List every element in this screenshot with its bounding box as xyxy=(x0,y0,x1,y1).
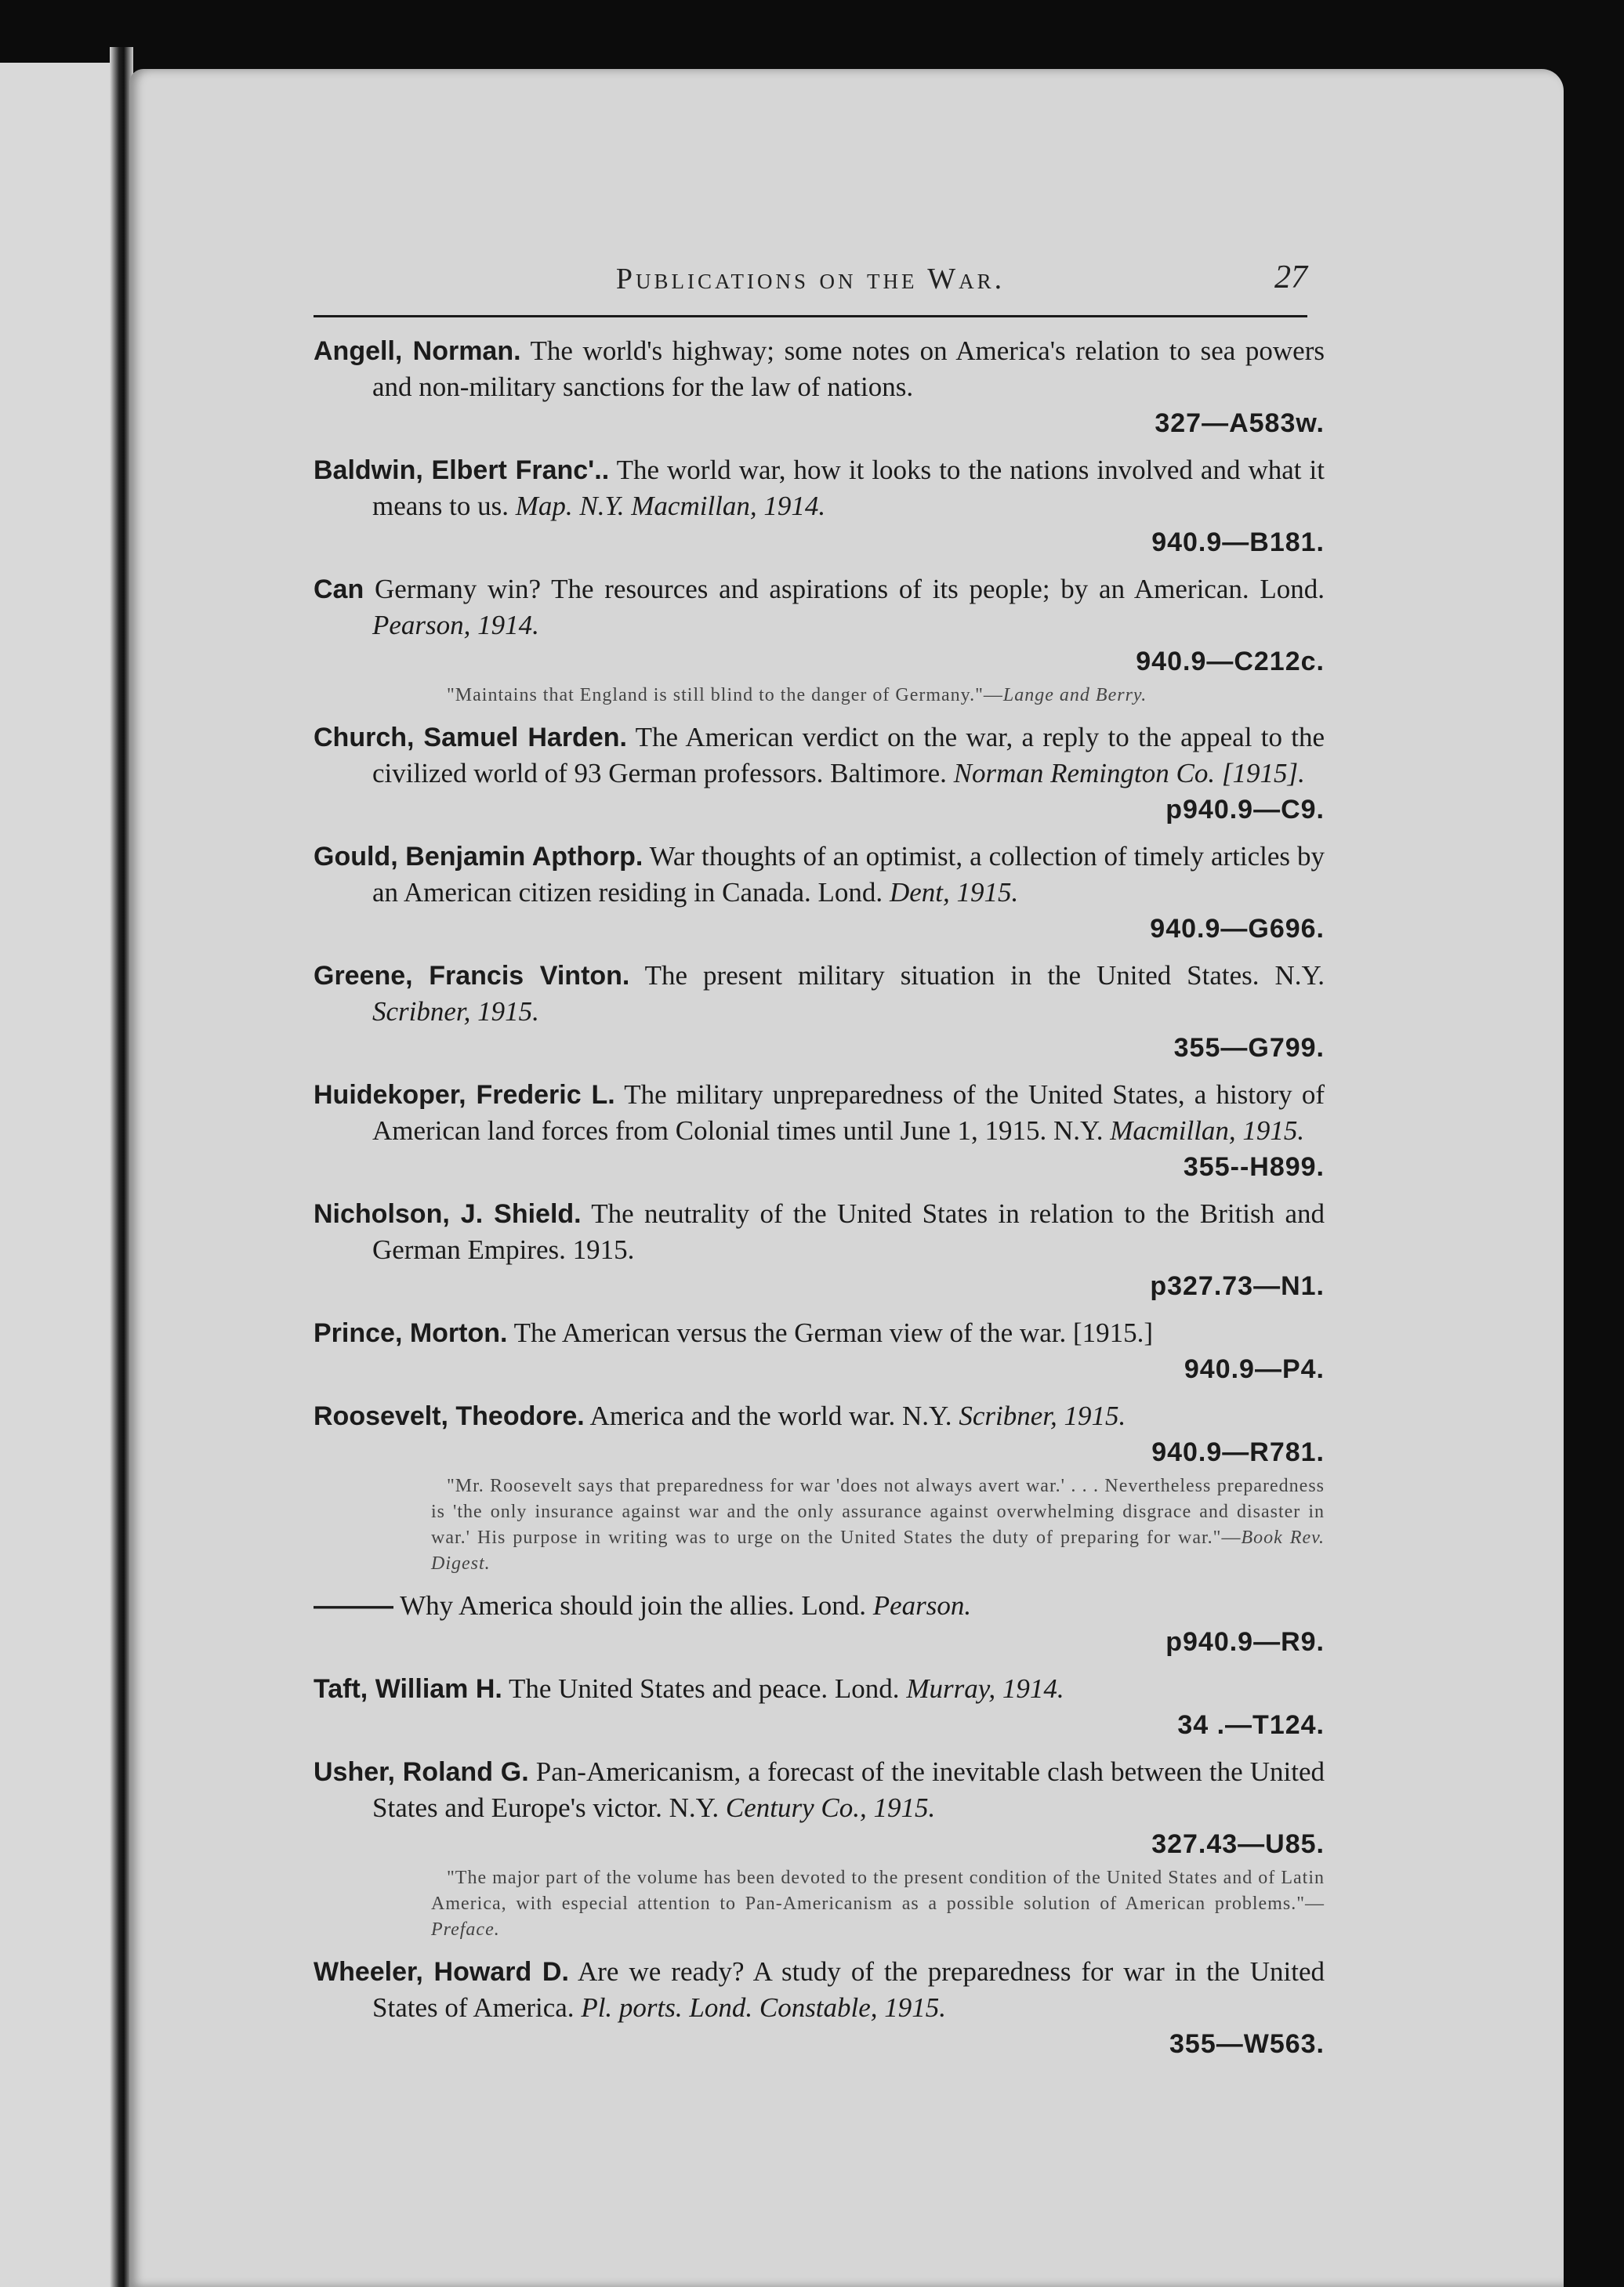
entry-title: The world war, how it looks to the nations involved and what it means to us. xyxy=(372,455,1325,521)
entry-call-number: p327.73—N1. xyxy=(1150,1271,1325,1301)
entry-imprint: Dent, 1915. xyxy=(889,877,1019,908)
bibliography-entry xyxy=(314,719,1325,828)
entry-author: Church, Samuel Harden. xyxy=(314,723,627,752)
entry-imprint: Map. N.Y. Macmillan, 1914. xyxy=(515,491,826,521)
entry-title: The United States and peace. Lond. xyxy=(502,1673,907,1704)
entry-call-number: 940.9—B181. xyxy=(1151,527,1325,557)
entry-call-number: p940.9—C9. xyxy=(1165,795,1325,825)
entry-call-number: 355--H899. xyxy=(1183,1152,1325,1182)
annotation-text: "Maintains that England is still blind to the danger of Germany."— xyxy=(447,685,1003,705)
entry-imprint: Pearson. xyxy=(872,1590,972,1621)
bibliography-entry xyxy=(314,1077,1325,1185)
entry-title: Are we ready? A study of the preparedness for war in the United States of America. xyxy=(372,1956,1325,2023)
entry-title: The American verdict on the war, a reply to the appeal to the civilized world of 93 German professors. Baltimore. xyxy=(372,722,1325,788)
entry-call-number: 940.9—C212c. xyxy=(1136,647,1325,676)
entry-title: The neutrality of the United States in relation to the British and German Empires. 1915. xyxy=(372,1198,1325,1265)
entry-author: Roosevelt, Theodore. xyxy=(314,1401,585,1431)
bibliography-entry xyxy=(314,571,1325,709)
entry-title: America and the world war. N.Y. xyxy=(584,1401,959,1431)
bibliography-entry xyxy=(314,1954,1325,2062)
bibliography-entry xyxy=(314,1754,1325,1943)
entry-author: Angell, Norman. xyxy=(314,336,521,366)
bibliography-entry xyxy=(314,452,1325,560)
running-header xyxy=(314,198,1307,295)
entry-imprint: Century Co., 1915. xyxy=(725,1792,936,1823)
entry-call-number: 327.43—U85. xyxy=(1151,1829,1325,1859)
bibliography-entry xyxy=(314,333,1325,441)
bibliography-entry xyxy=(314,1398,1325,1577)
entry-author: Can xyxy=(314,574,364,604)
entry-annotation xyxy=(372,683,1325,709)
entry-call-number: 355—W563. xyxy=(1169,2029,1325,2059)
bibliography-list xyxy=(314,333,1325,2073)
entry-author: ——— xyxy=(314,1591,393,1621)
annotation-source: Book Rev. Digest. xyxy=(431,1528,1325,1574)
entry-call-number: 355—G799. xyxy=(1173,1033,1325,1063)
entry-author: Gould, Benjamin Apthorp. xyxy=(314,842,643,872)
entry-title: Pan-Americanism, a forecast of the inevitable clash between the United States and Europe's victor. N.Y. xyxy=(372,1756,1325,1823)
entry-author: Nicholson, J. Shield. xyxy=(314,1199,582,1229)
annotation-source: Lange and Berry. xyxy=(1002,685,1147,705)
entry-author: Wheeler, Howard D. xyxy=(314,1957,569,1987)
annotation-text: "Mr. Roosevelt says that preparedness for war 'does not always avert war.' . . . Nevertheless preparedness is 'the only insurance against war and the only assurance against overwhelming disgrace and disaster in war.' His purpose in writing was to urge on the United States the duty of preparing for war."— xyxy=(431,1476,1325,1548)
entry-author: Usher, Roland G. xyxy=(314,1757,529,1787)
entry-imprint: Murray, 1914. xyxy=(906,1673,1064,1704)
entry-author: Baldwin, Elbert Franc'.. xyxy=(314,455,610,485)
running-title: Publications on the War. xyxy=(615,263,1006,295)
annotation-source: Preface. xyxy=(431,1919,500,1940)
entry-annotation xyxy=(372,1865,1325,1943)
entry-imprint: Pl. ports. Lond. Constable, 1915. xyxy=(581,1992,947,2023)
entry-author: Prince, Morton. xyxy=(314,1318,508,1348)
page-number: 27 xyxy=(1274,259,1307,295)
bibliography-entry xyxy=(314,839,1325,947)
entry-call-number: 327—A583w. xyxy=(1155,408,1325,438)
entry-call-number: 940.9—P4. xyxy=(1184,1354,1325,1384)
bibliography-entry xyxy=(314,1196,1325,1304)
entry-imprint: Pearson, 1914. xyxy=(372,610,539,640)
entry-title: The world's highway; some notes on America's relation to sea powers and non-military sanctions for the law of nations. xyxy=(372,335,1325,402)
entry-title: Germany win? The resources and aspirations of its people; by an American. Lond. xyxy=(364,574,1325,604)
bibliography-entry xyxy=(314,958,1325,1066)
entry-call-number: p940.9—R9. xyxy=(1165,1627,1325,1657)
entry-imprint: Scribner, 1915. xyxy=(372,996,539,1027)
entry-imprint: Scribner, 1915. xyxy=(959,1401,1126,1431)
entry-imprint: Macmillan, 1915. xyxy=(1110,1115,1305,1146)
annotation-text: "The major part of the volume has been devoted to the present condition of the United States and of Latin America, with especial attention to Pan-Americanism as a possible solution of American problems."— xyxy=(431,1868,1325,1914)
left-page-edge xyxy=(0,63,118,2287)
entry-call-number: 34 .—T124. xyxy=(1177,1710,1325,1740)
entry-imprint: Norman Remington Co. [1915]. xyxy=(953,758,1305,788)
entry-author: Greene, Francis Vinton. xyxy=(314,961,630,991)
entry-title: The present military situation in the United States. N.Y. xyxy=(629,960,1325,991)
entry-title: Why America should join the allies. Lond. xyxy=(393,1590,873,1621)
entry-author: Huidekoper, Frederic L. xyxy=(314,1080,615,1110)
bibliography-entry xyxy=(314,1671,1325,1743)
entry-author: Taft, William H. xyxy=(314,1674,502,1704)
entry-call-number: 940.9—R781. xyxy=(1151,1437,1325,1467)
header-rule xyxy=(314,315,1307,317)
entry-call-number: 940.9—G696. xyxy=(1150,914,1325,944)
entry-title: The military unpreparedness of the United States, a history of American land forces from Colonial times until June 1, 1915. N.Y. xyxy=(372,1079,1325,1146)
bibliography-entry xyxy=(314,1588,1325,1660)
entry-title: The American versus the German view of the war. [1915.] xyxy=(507,1317,1154,1348)
entry-title: War thoughts of an optimist, a collection of timely articles by an American citizen residing in Canada. Lond. xyxy=(372,841,1325,908)
bibliography-entry xyxy=(314,1315,1325,1387)
entry-annotation xyxy=(372,1473,1325,1577)
